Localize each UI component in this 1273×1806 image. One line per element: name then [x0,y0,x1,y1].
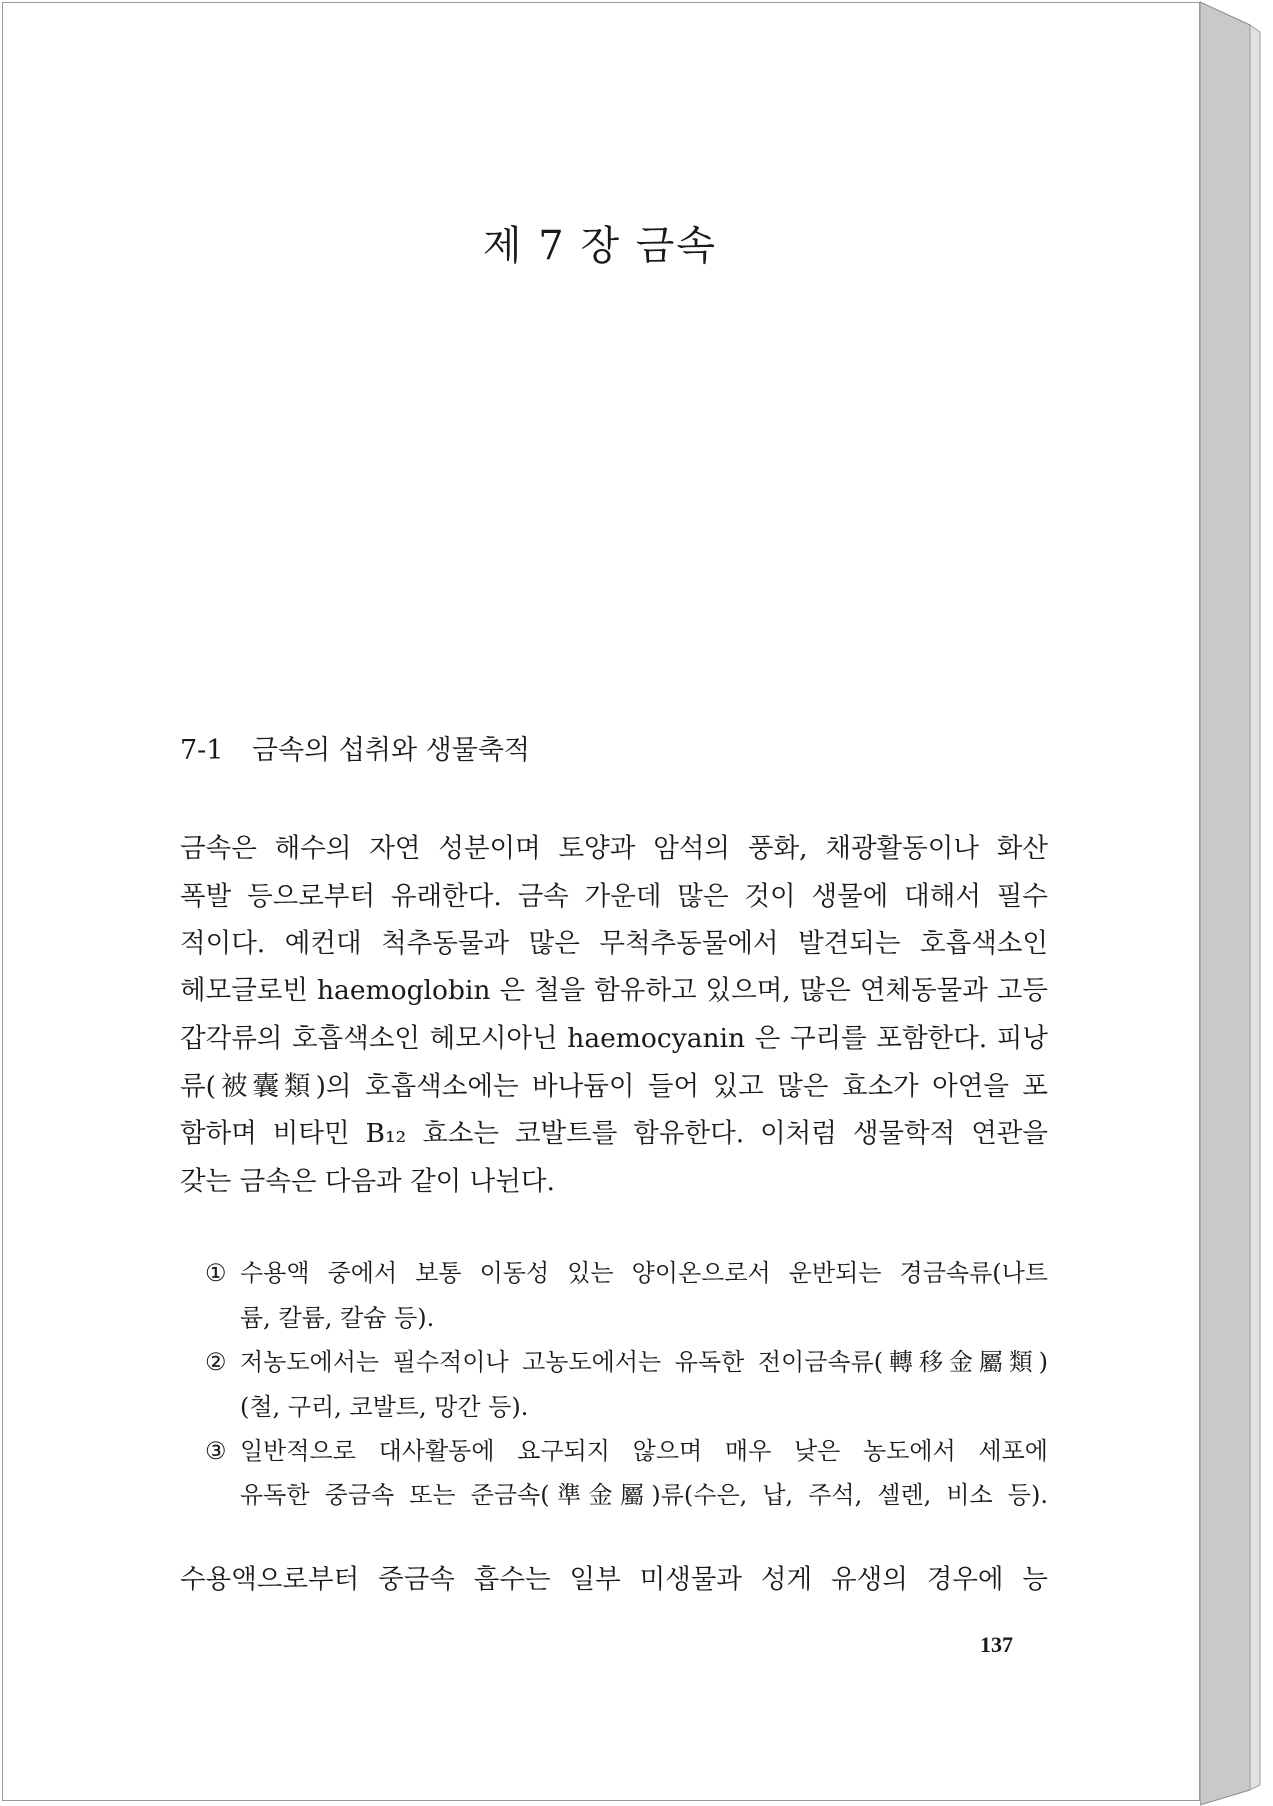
list-marker-2: ② [205,1348,227,1376]
paragraph-1-line-2: 폭발 등으로부터 유래한다. 금속 가운데 많은 것이 생물에 대해서 필수 [180,881,1048,912]
chapter-title: 제 7 장 금속 [482,223,718,269]
page-edge-shadow [1200,0,1270,1806]
list-item-3 [205,1436,1048,1467]
section-number: 7-1 [180,735,224,766]
paragraph-1-line-4: 헤모글로빈 haemoglobin 은 철을 함유하고 있으며, 많은 연체동물과 고등 [180,975,1048,1006]
list-item-1-line-2: 륨, 칼륨, 칼슘 등). [240,1304,435,1332]
page-number: 137 [980,1632,1013,1657]
list-item-2 [205,1347,1048,1378]
section-heading [180,733,530,768]
paragraph-1-line-6: 류(被囊類)의 호흡색소에는 바나듐이 들어 있고 많은 효소가 아연을 포 [180,1071,1048,1102]
list-item-1-line-1: 수용액 중에서 보통 이동성 있는 양이온으로서 운반되는 경금속류(나트 [240,1259,1048,1287]
list-item-3-line-1: 일반적으로 대사활동에 요구되지 않으며 매우 낮은 농도에서 세포에 [240,1437,1048,1465]
paragraph-1-line-8: 갖는 금속은 다음과 같이 나뉜다. [180,1166,555,1197]
list-item-1 [205,1258,1048,1289]
paragraph-2-line-1: 수용액으로부터 중금속 흡수는 일부 미생물과 성게 유생의 경우에 능 [180,1564,1048,1595]
paragraph-1-line-5: 갑각류의 호흡색소인 헤모시아닌 haemocyanin 은 구리를 포함한다. 피낭 [180,1023,1048,1054]
section-title: 금속의 섭취와 생물축적 [252,735,530,766]
list-item-3-line-2: 유독한 중금속 또는 준금속(準金屬)류(수은, 납, 주석, 셀렌, 비소 등). [240,1481,1048,1509]
paragraph-1-line-7: 함하며 비타민 B₁₂ 효소는 코발트를 함유한다. 이처럼 생물학적 연관을 [180,1118,1048,1149]
list-marker-1: ① [205,1259,227,1287]
paragraph-1-line-3: 적이다. 예컨대 척추동물과 많은 무척추동물에서 발견되는 호흡색소인 [180,928,1048,959]
paragraph-1-line-1: 금속은 해수의 자연 성분이며 토양과 암석의 풍화, 채광활동이나 화산 [180,833,1048,864]
list-marker-3: ③ [205,1437,227,1465]
list-item-2-line-2: (철, 구리, 코발트, 망간 등). [240,1393,529,1421]
list-item-2-line-1: 저농도에서는 필수적이나 고농도에서는 유독한 전이금속류(轉移金屬類) [240,1348,1048,1376]
